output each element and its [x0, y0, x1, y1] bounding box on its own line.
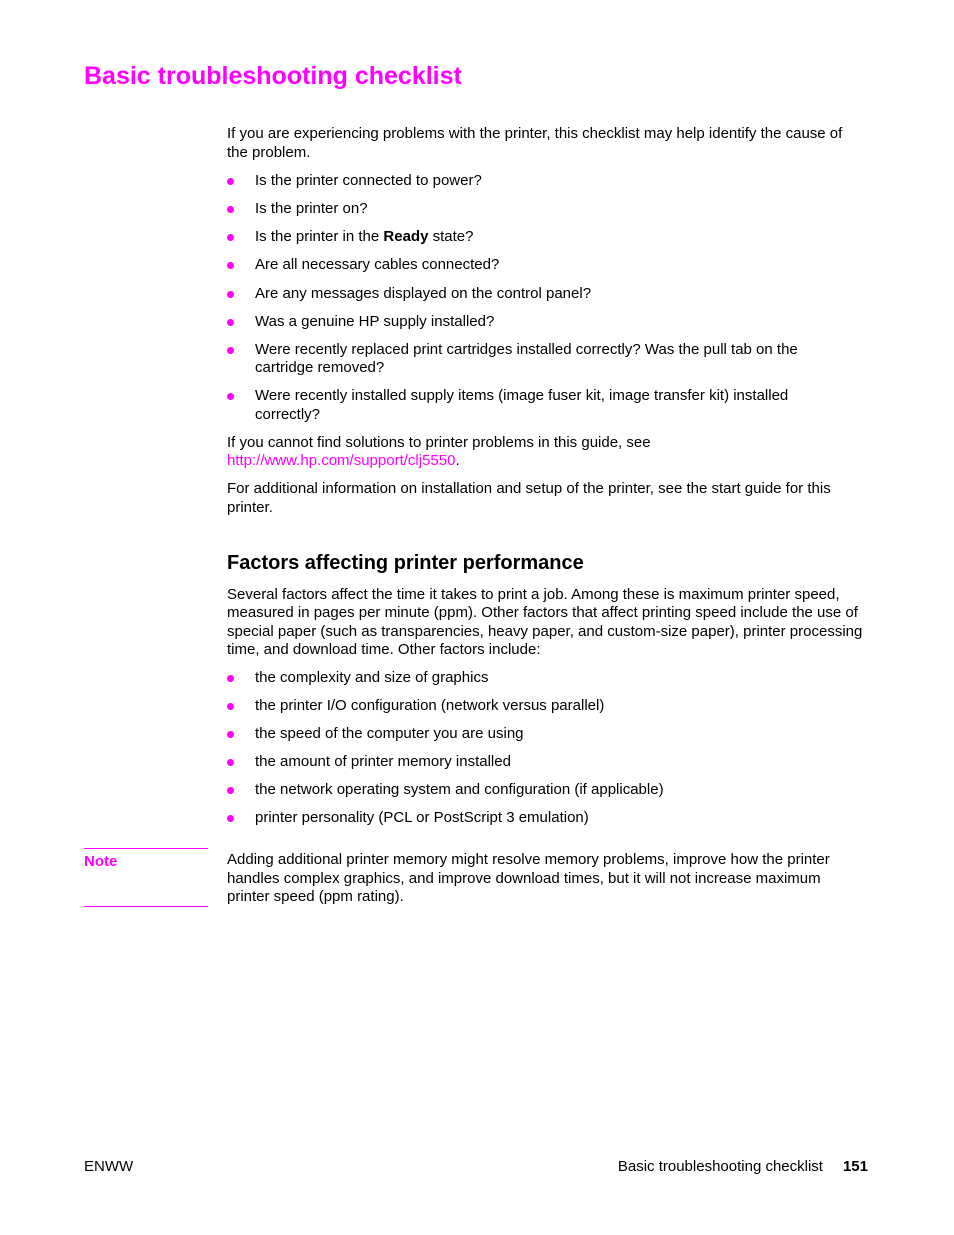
support-link[interactable]: http://www.hp.com/support/clj5550: [227, 452, 456, 469]
list-item: printer personality (PCL or PostScript 3 emulation): [227, 809, 867, 828]
checklist: [227, 172, 867, 424]
intro-paragraph: If you are experiencing problems with the printer, this checklist may help identify the cause of the problem.: [227, 125, 843, 161]
list-item: Was a genuine HP supply installed?: [227, 313, 867, 332]
list-item: Were recently replaced print cartridges installed correctly? Was the pull tab on the cartridge removed?: [227, 341, 867, 378]
bullet-icon: [227, 703, 234, 710]
note-label: Note: [84, 848, 208, 870]
additional-info-paragraph: For additional information on installation and setup of the printer, see the start guide for this printer.: [227, 480, 831, 516]
note-divider: [84, 906, 208, 907]
bullet-icon: [227, 815, 234, 822]
solutions-paragraph: If you cannot find solutions to printer problems in this guide, see http://www.hp.com/support/clj5550.: [227, 433, 651, 469]
footer-right: [618, 1158, 868, 1175]
list-item: Are all necessary cables connected?: [227, 256, 867, 275]
page-number: 151: [842, 1158, 868, 1175]
section-heading: Factors affecting printer performance: [227, 552, 584, 574]
list-item: Is the printer connected to power?: [227, 172, 867, 191]
list-item: the network operating system and configuration (if applicable): [227, 781, 867, 800]
page-title: Basic troubleshooting checklist: [84, 62, 462, 90]
factors-list: [227, 669, 867, 828]
bullet-icon: [227, 759, 234, 766]
bullet-icon: [227, 178, 234, 185]
bullet-icon: [227, 319, 234, 326]
bullet-icon: [227, 206, 234, 213]
performance-section: [227, 554, 867, 828]
list-item: the complexity and size of graphics: [227, 669, 867, 688]
checklist-section: [227, 125, 867, 517]
bullet-icon: [227, 675, 234, 682]
list-item: the amount of printer memory installed: [227, 753, 867, 772]
list-item: the speed of the computer you are using: [227, 725, 867, 744]
ready-state-label: Ready: [383, 228, 429, 245]
bullet-icon: [227, 262, 234, 269]
footer-left: ENWW: [84, 1158, 134, 1175]
bullet-icon: [227, 291, 234, 298]
bullet-icon: [227, 393, 234, 400]
list-item: Is the printer in the Ready state?: [227, 228, 867, 247]
performance-paragraph: Several factors affect the time it takes to print a job. Among these is maximum printer speed, measured in pages per minute (ppm). Other factors that affect printing speed include the use of special paper (such as transparencies, heavy paper, and custom-size paper), printer processing time, and download time. Other factors include:: [227, 585, 863, 658]
list-item: Were recently installed supply items (image fuser kit, image transfer kit) installed correctly?: [227, 387, 867, 424]
bullet-icon: [227, 347, 234, 354]
note-text: Adding additional printer memory might resolve memory problems, improve how the printer handles complex graphics, and improve download times, but it will not increase maximum printer speed (ppm rating).: [227, 851, 830, 905]
list-item: the printer I/O configuration (network versus parallel): [227, 697, 867, 716]
list-item: Is the printer on?: [227, 200, 867, 219]
list-item: Are any messages displayed on the control panel?: [227, 285, 867, 304]
footer-section-title: Basic troubleshooting checklist: [617, 1158, 823, 1175]
bullet-icon: [227, 234, 234, 241]
bullet-icon: [227, 787, 234, 794]
bullet-icon: [227, 731, 234, 738]
